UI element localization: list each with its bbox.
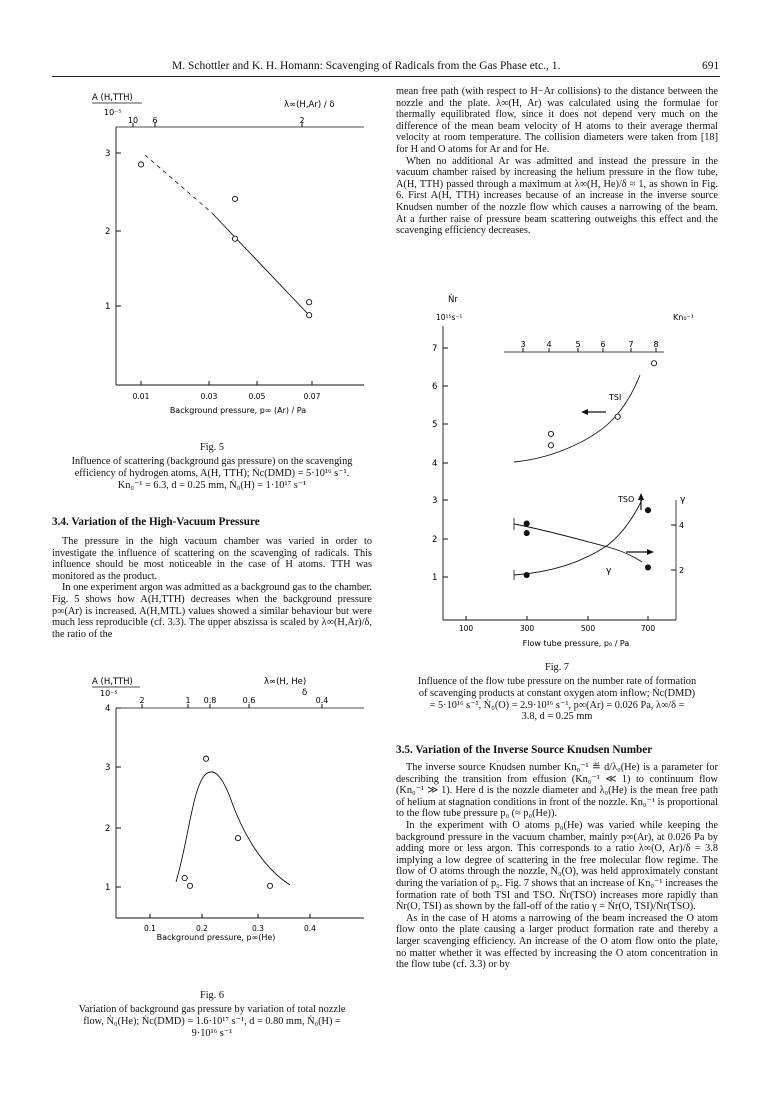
fig7-caption-line: = 5·10¹⁶ s⁻¹, Ṅ₀(O) = 2.9·10¹⁶ s⁻¹, p∞(Ar) = 0.026 Pa, λ∞/δ = xyxy=(429,699,685,711)
paragraph: The inverse source Knudsen number Kn₀⁻¹ ≝ d/λ₀(He) is a parameter for describing the transition from effusion (Kn₀⁻¹ ≪ 1) to continuum flow (Kn₀⁻¹ ≫ 1). Here d is the nozzle diameter and λ₀(He) is the mean free path of helium at stagnation conditions in front of the nozzle. Kn₀⁻¹ is proportional to the flow tube pressure p₀ (≈ p₀(He)). xyxy=(396,762,718,820)
fig6-data-point xyxy=(267,883,272,888)
fig7-data-point xyxy=(524,531,529,536)
fig7-arrow-head xyxy=(638,493,644,500)
page-number: 691 xyxy=(702,60,720,72)
section-3-4-body xyxy=(52,536,372,640)
fig7-caption xyxy=(396,676,718,723)
fig7-data-point xyxy=(524,572,529,577)
fig7-gamma-tick: 4 xyxy=(679,521,685,530)
fig7-top-ticks xyxy=(520,340,658,352)
fig5-fit-dashed xyxy=(145,155,212,213)
fig7-tso-label: TSO xyxy=(618,495,635,504)
fig6-caption-line: Variation of background gas pressure by variation of total nozzle xyxy=(78,1004,346,1015)
fig7-x-tick: 300 xyxy=(519,624,535,633)
fig6-x-tick: 0.2 xyxy=(196,924,208,933)
fig6-x-tick: 0.1 xyxy=(144,924,156,933)
fig6-top-tick: 0.8 xyxy=(203,696,217,705)
fig5-top-tick: 6 xyxy=(152,116,158,125)
fig7-y-tick: 3 xyxy=(432,496,438,506)
paragraph: When no additional Ar was admitted and instead the pressure in the vacuum chamber raised by increasing the helium pressure in the flow tube, A(H, TTH) passed through a maximum at λ∞(H, He)/δ ≈ 1, as shown in Fig. 6. First A(H, TTH) increases because of an increase in the inverse source Knudsen number of the nozzle flow which causes a narrowing of the beam. At a further raise of pressure beam scattering outweighs this effect and the scavenging efficiency decreases. xyxy=(396,155,718,237)
fig7-tsi-curve xyxy=(514,375,640,462)
fig5-top-tick: 10 xyxy=(127,116,139,125)
fig7-points xyxy=(524,361,657,578)
fig5-data-point xyxy=(307,313,312,318)
fig5-y-tick: 3 xyxy=(105,149,111,159)
fig7-data-point xyxy=(615,414,620,419)
fig7-tsi-label: TSI xyxy=(609,393,622,402)
fig7-y-tick: 5 xyxy=(432,420,438,430)
fig5-data-point xyxy=(232,236,237,241)
fig6-top-tick: 0.6 xyxy=(242,696,256,705)
running-title: M. Schottler and K. H. Homann: Scavenging of Radicals from the Gas Phase etc., 1. xyxy=(172,60,561,72)
fig6-x-tick: 0.3 xyxy=(252,924,264,933)
fig5-plot xyxy=(52,85,372,430)
header-rule xyxy=(52,76,720,77)
fig7-xlabel: Flow tube pressure, p₀ / Pa xyxy=(522,639,630,648)
fig5-caption xyxy=(52,456,372,491)
fig7-arrow-head xyxy=(647,549,654,555)
fig6-data-point xyxy=(203,756,208,761)
fig7-caption-line: 3.8, d = 0.25 mm xyxy=(521,711,593,723)
fig7-top-tick: 6 xyxy=(600,340,606,349)
fig7-ylabel: Ṅr xyxy=(448,295,458,305)
fig5-number: Fig. 5 xyxy=(199,442,225,453)
fig5-y-tick: 2 xyxy=(105,227,111,237)
fig7-x-ticks xyxy=(459,616,656,633)
fig5-x-ticks xyxy=(133,381,321,401)
fig6-caption xyxy=(52,1004,372,1039)
fig7-y-ticks xyxy=(432,344,448,583)
fig6-top-ticks xyxy=(139,696,328,708)
paragraph: The pressure in the high vacuum chamber was varied in order to investigate the influence of scattering on the scavenging of radicals. This influence should be most noticeable in the case of H atoms. TTH was monitored as the product. xyxy=(52,536,372,582)
fig7-top-tick: 3 xyxy=(520,340,526,349)
fig6-data-point xyxy=(235,835,240,840)
fig6-top-tick: 2 xyxy=(139,696,145,705)
fig5-ylabel: A (H,TTH) xyxy=(92,93,133,103)
fig7-top-tick: 8 xyxy=(653,340,659,349)
paragraph: In one experiment argon was admitted as a background gas to the chamber. Fig. 5 shows how A(H,TTH) decreases when the background pressure p∞(Ar) is increased. A(H,MTL) values showed a similar behaviour but were much less reproducible (cf. 3.3). The upper abszissa is scaled by λ∞(H,Ar)/δ, the ratio of the xyxy=(52,582,372,640)
fig6-ylabel: A (H,TTH) xyxy=(92,677,133,687)
fig7-gamma-tick: 2 xyxy=(679,566,685,575)
fig7-y-tick: 4 xyxy=(432,459,438,469)
fig5-fit-line xyxy=(212,213,307,313)
fig6-top-tick: 1 xyxy=(185,696,191,705)
paragraph: In the experiment with O atoms p₀(He) was varied while keeping the background pressure in the vacuum chamber, mainly p∞(Ar), at 0.026 Pa by adding more or less argon. This corresponds to a ratio λ∞(O, Ar)/δ = 3.8 implying a low degree of scattering in the free molecular flow regime. The flow of O atoms through the nozzle, Ṅ₀(O), was held approximately constant during the variation of p₀. Fig. 7 shows that an increase of Kn₀⁻¹ increases the formation rate of both TSI and TSO. Ṅr(TSO) increases more rapidly than Ṅr(O, TSI) as shown by the fall-off of the ratio γ = Ṅr(O, TSI)/Ṅr(TSO). xyxy=(396,819,718,913)
fig7-top-tick: 5 xyxy=(575,340,581,349)
fig6-caption-line: 9·10¹⁶ s⁻¹ xyxy=(191,1027,233,1039)
fig6-y-tick: 4 xyxy=(105,704,111,714)
fig7-gamma-ticks xyxy=(671,521,684,575)
right-top-body xyxy=(396,86,718,237)
fig6-top-label-den: δ xyxy=(302,688,308,698)
section-3-5-title: 3.5. Variation of the Inverse Source Knudsen Number xyxy=(396,744,653,756)
fig7-y-tick: 1 xyxy=(432,573,438,583)
fig5-y-tick: 1 xyxy=(105,302,111,312)
fig7-y-tick: 2 xyxy=(432,535,438,545)
fig7-x-tick: 500 xyxy=(580,624,596,633)
fig7-plot xyxy=(396,290,718,660)
section-3-5-body xyxy=(396,762,718,971)
fig6-data-point xyxy=(187,883,192,888)
fig5-top-tick: 2 xyxy=(299,116,305,125)
paragraph: As in the case of H atoms a narrowing of the beam increased the O atom flow onto the plate causing a larger product formation rate and thereby a larger scavenging efficiency. An increase of the O atom flow onto the plate, no matter whether it was effected by increasing the O atom concentration in the flow tube (cf. 3.3) or by xyxy=(396,912,718,971)
fig5-data-point xyxy=(232,196,237,201)
fig5-data-point xyxy=(138,162,143,167)
fig7-y-tick: 7 xyxy=(432,344,438,354)
fig5-yunit: 10⁻⁵ xyxy=(104,108,122,117)
fig6-caption-line: flow, Ṅ₀(He); Ṅc(DMD) = 1.6·10¹⁷ s⁻¹, d = 0.80 mm, Ṅ₀(H) = xyxy=(83,1015,341,1027)
fig6-data-point xyxy=(182,875,187,880)
fig5-x-tick: 0.01 xyxy=(132,392,150,401)
fig7-top-tick: 4 xyxy=(546,340,552,349)
fig6-y-tick: 1 xyxy=(105,883,111,893)
fig7-gamma-label: γ xyxy=(606,566,612,576)
fig7-gamma-axis-label: γ xyxy=(680,495,686,505)
fig7-y-tick: 6 xyxy=(432,382,438,392)
fig5-x-tick: 0.05 xyxy=(248,392,266,401)
fig6-fit-curve xyxy=(176,772,290,885)
fig7-data-point xyxy=(548,443,553,448)
fig6-x-ticks xyxy=(144,914,316,933)
fig5-xlabel: Background pressure, p∞ (Ar) / Pa xyxy=(169,406,307,415)
fig7-right-label: Kn₀⁻¹ xyxy=(673,313,694,322)
fig7-data-point xyxy=(651,361,656,366)
paragraph: mean free path (with respect to H−Ar collisions) to the distance between the nozzle and the plate. λ∞(H, Ar) was calculated using the formulae for thermally equilibrated flow, since it does not depend very much on the difference of the mean beam velocity of H atoms to their average thermal velocity at room temperature. The collision diameters were taken from [18] for H and O atoms for Ar and for He. xyxy=(396,86,718,155)
fig5-caption-line: Kn₀⁻¹ = 6.3, d = 0.25 mm, Ṅ₀(H) = 1·10¹⁷ s⁻¹ xyxy=(117,479,307,491)
fig7-top-tick: 7 xyxy=(628,340,634,349)
fig7-x-tick: 100 xyxy=(458,624,474,633)
fig6-xlabel: Background pressure, p∞(He) xyxy=(156,933,276,942)
section-3-4-title: 3.4. Variation of the High-Vacuum Pressure xyxy=(52,516,260,528)
fig6-points xyxy=(182,756,273,888)
fig5-x-tick: 0.03 xyxy=(200,392,218,401)
fig6-number: Fig. 6 xyxy=(199,990,225,1001)
fig6-top-tick: 0.4 xyxy=(315,696,329,705)
fig7-data-point xyxy=(524,521,529,526)
fig5-x-tick: 0.07 xyxy=(303,392,321,401)
fig7-data-point xyxy=(548,431,553,436)
fig7-number: Fig. 7 xyxy=(544,662,570,673)
fig6-yunit: 10⁻⁵ xyxy=(100,689,118,698)
fig7-caption-line: of scavenging products at constant oxygen atom inflow; Ṅc(DMD) xyxy=(418,687,696,699)
fig5-top-label: λ∞(H,Ar) / δ xyxy=(284,100,335,110)
fig7-yunit: 10¹⁵s⁻¹ xyxy=(436,313,463,322)
fig7-data-point xyxy=(645,508,650,513)
fig5-y-ticks xyxy=(105,149,121,312)
fig5-top-ticks xyxy=(128,116,305,127)
fig6-plot xyxy=(52,672,372,982)
fig5-data-point xyxy=(307,300,312,305)
fig5-caption-line: efficiency of hydrogen atoms, A(H, TTH); Ṅc(DMD) = 5·10¹⁶ s⁻¹. xyxy=(74,467,350,479)
fig6-top-label: λ∞(H, He) xyxy=(264,677,307,687)
fig7-tso-curve xyxy=(514,500,642,575)
fig5-points xyxy=(138,162,311,318)
fig6-y-tick: 2 xyxy=(105,824,111,834)
fig7-caption-line: Influence of the flow tube pressure on the number rate of formation xyxy=(417,676,697,687)
fig5-caption-line: Influence of scattering (background gas pressure) on the scavenging xyxy=(71,456,353,467)
fig7-arrow-head xyxy=(581,409,588,415)
fig6-y-tick: 3 xyxy=(105,763,111,773)
fig6-y-ticks xyxy=(105,704,121,893)
fig7-x-tick: 700 xyxy=(640,624,656,633)
fig6-x-tick: 0.4 xyxy=(304,924,316,933)
fig7-data-point xyxy=(645,565,650,570)
